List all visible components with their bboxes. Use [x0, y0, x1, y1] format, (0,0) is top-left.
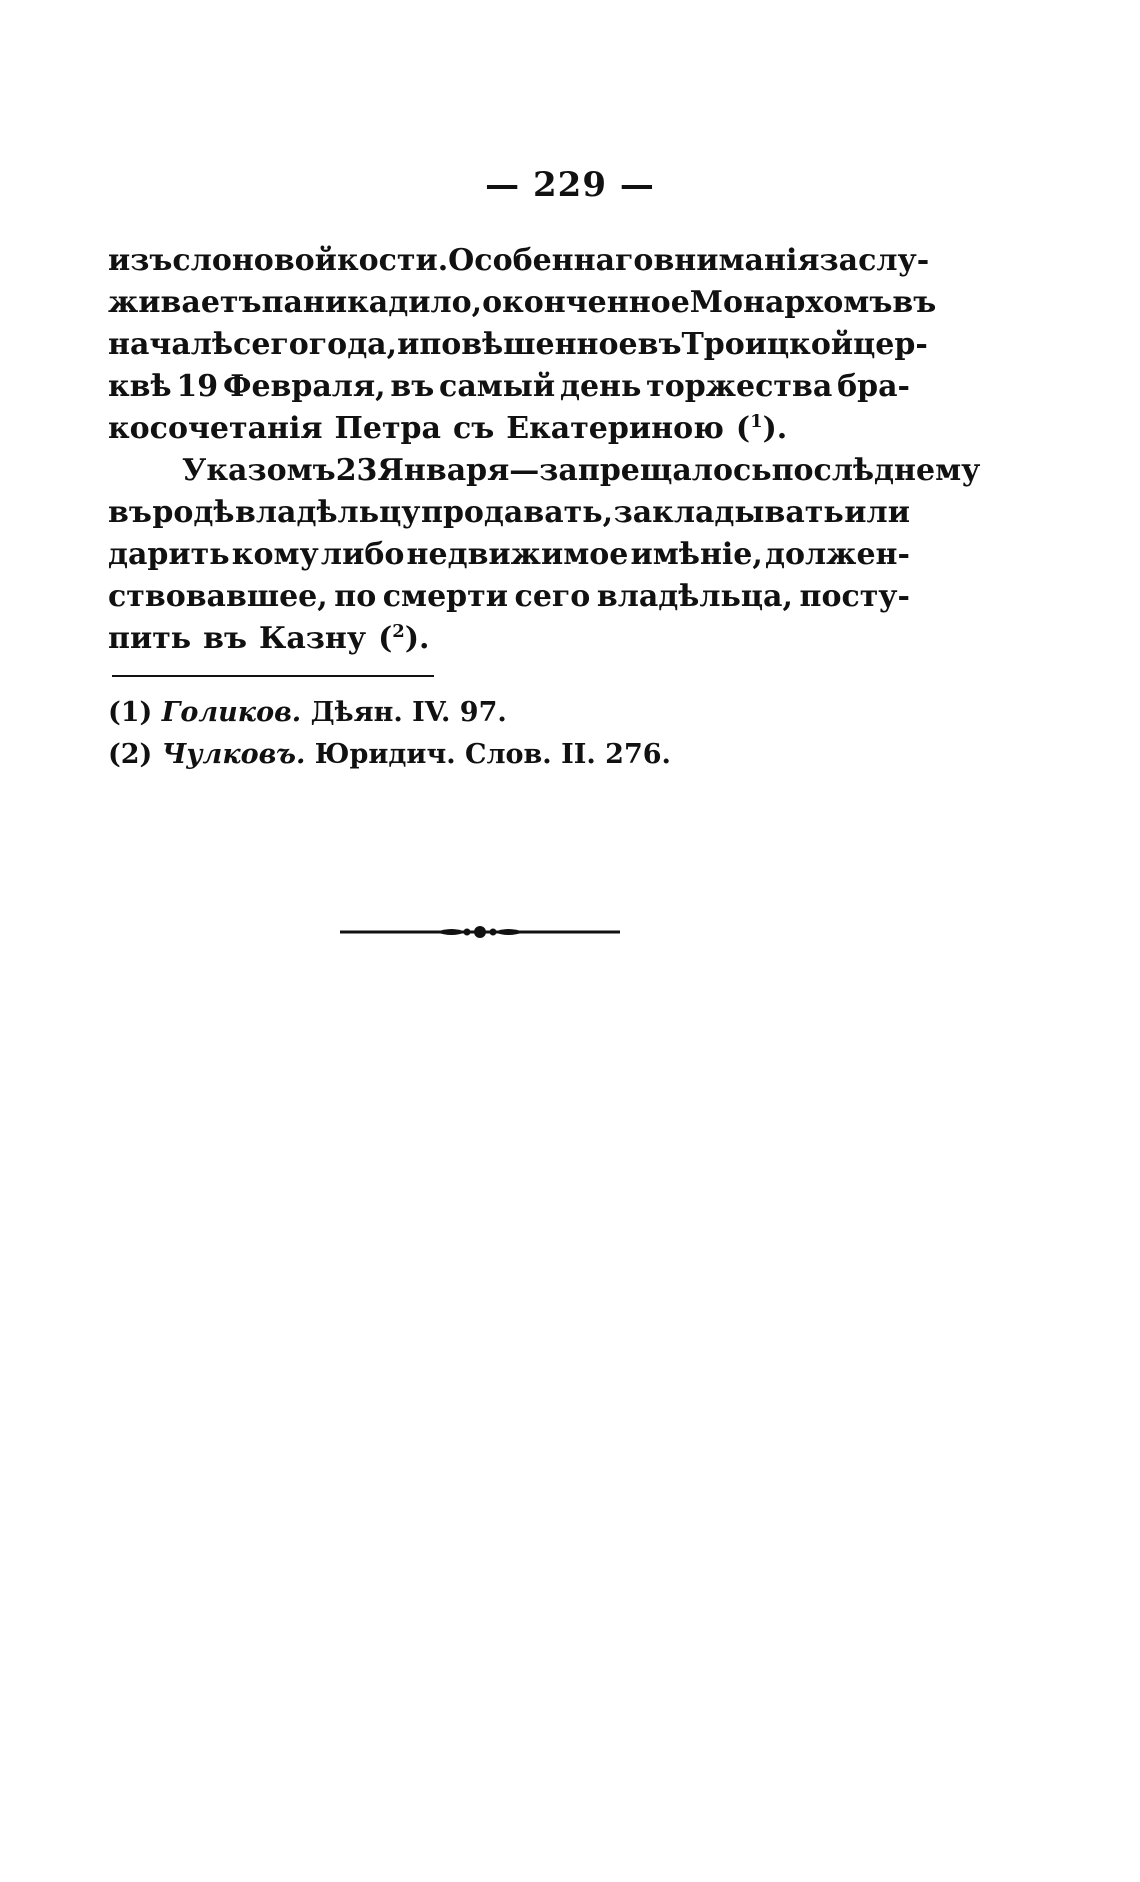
word: съ: [452, 411, 495, 446]
word: Февраля,: [222, 369, 386, 404]
word: кости.: [336, 243, 449, 278]
footnote-1: [108, 692, 908, 734]
word: самый: [439, 369, 556, 404]
word: по: [334, 579, 377, 614]
footnote-mark: (2): [108, 739, 153, 770]
word: торжества: [646, 369, 833, 404]
word: день: [559, 369, 642, 404]
text-line: [108, 408, 910, 450]
word: въ: [108, 495, 152, 530]
word: смерти: [382, 579, 508, 614]
word: имѣніе,: [630, 537, 763, 572]
text-line: [108, 240, 930, 282]
text-line: [108, 324, 928, 366]
word: владѣльца,: [596, 579, 793, 614]
word: цер-: [853, 327, 928, 362]
word: продавать,: [420, 495, 614, 530]
word: Казну: [259, 621, 367, 656]
word: Января—: [377, 453, 540, 488]
body-text: [108, 240, 981, 660]
word: заслу-: [819, 243, 930, 278]
word: ($^1$).: [735, 411, 788, 446]
paragraph-1: [108, 240, 937, 450]
text-line: [108, 576, 910, 618]
text-line: [108, 366, 910, 408]
word: въ: [637, 327, 682, 362]
word: паникадило,: [261, 285, 483, 320]
word: ствовавшее,: [108, 579, 328, 614]
word: началѣ: [108, 327, 234, 362]
word: 19: [176, 369, 219, 404]
word: Указомъ: [182, 453, 336, 488]
word: оконченное: [482, 285, 690, 320]
text-line: [108, 282, 937, 324]
word: закладывать: [613, 495, 844, 530]
footnotes: [108, 692, 908, 776]
footnote-reference: Дѣян. IV. 97.: [310, 697, 507, 728]
word: посту-: [799, 579, 910, 614]
page-number: — 229 —: [485, 165, 655, 205]
word: должен-: [765, 537, 910, 572]
footnote-author: Чулковъ.: [161, 739, 306, 770]
word: владѣльцу: [235, 495, 421, 530]
word: бра-: [837, 369, 910, 404]
word: изъ: [108, 243, 173, 278]
word: слоновой: [172, 243, 337, 278]
word: послѣднему: [771, 453, 981, 488]
word: или: [844, 495, 910, 530]
word: вниманія: [653, 243, 820, 278]
word: кому: [231, 537, 319, 572]
word: квѣ: [108, 369, 172, 404]
word: въ: [892, 285, 937, 320]
word: въ: [203, 621, 248, 656]
word: родѣ: [152, 495, 235, 530]
word: косочетанія: [108, 411, 323, 446]
text-line: [108, 450, 981, 492]
word: и: [397, 327, 420, 362]
word: ($^2$).: [378, 621, 430, 656]
text-line: [108, 618, 910, 660]
paragraph-2: [108, 450, 981, 660]
text-line: [108, 534, 910, 576]
footnote-mark: (1): [108, 697, 153, 728]
word: Петра: [334, 411, 441, 446]
word: пить: [108, 621, 192, 656]
word: Особеннаго: [448, 243, 654, 278]
word: года,: [308, 327, 398, 362]
text-line: [108, 492, 910, 534]
word: въ: [390, 369, 435, 404]
word: либо: [320, 537, 405, 572]
footnote-author: Голиков.: [161, 697, 302, 728]
footnote-reference: Юридич. Слов. II. 276.: [314, 739, 671, 770]
word: Екатериною: [506, 411, 724, 446]
word: Троицкой: [681, 327, 854, 362]
end-ornament: [340, 920, 620, 944]
footnote-divider: [112, 675, 434, 677]
word: сего: [233, 327, 309, 362]
footnote-2: [108, 734, 908, 776]
word: запрещалось: [539, 453, 772, 488]
word: живаетъ: [108, 285, 262, 320]
word: дарить: [108, 537, 230, 572]
word: недвижимое: [406, 537, 629, 572]
word: повѣшенное: [419, 327, 638, 362]
word: Монархомъ: [689, 285, 893, 320]
word: 23: [335, 453, 378, 488]
word: сего: [514, 579, 591, 614]
